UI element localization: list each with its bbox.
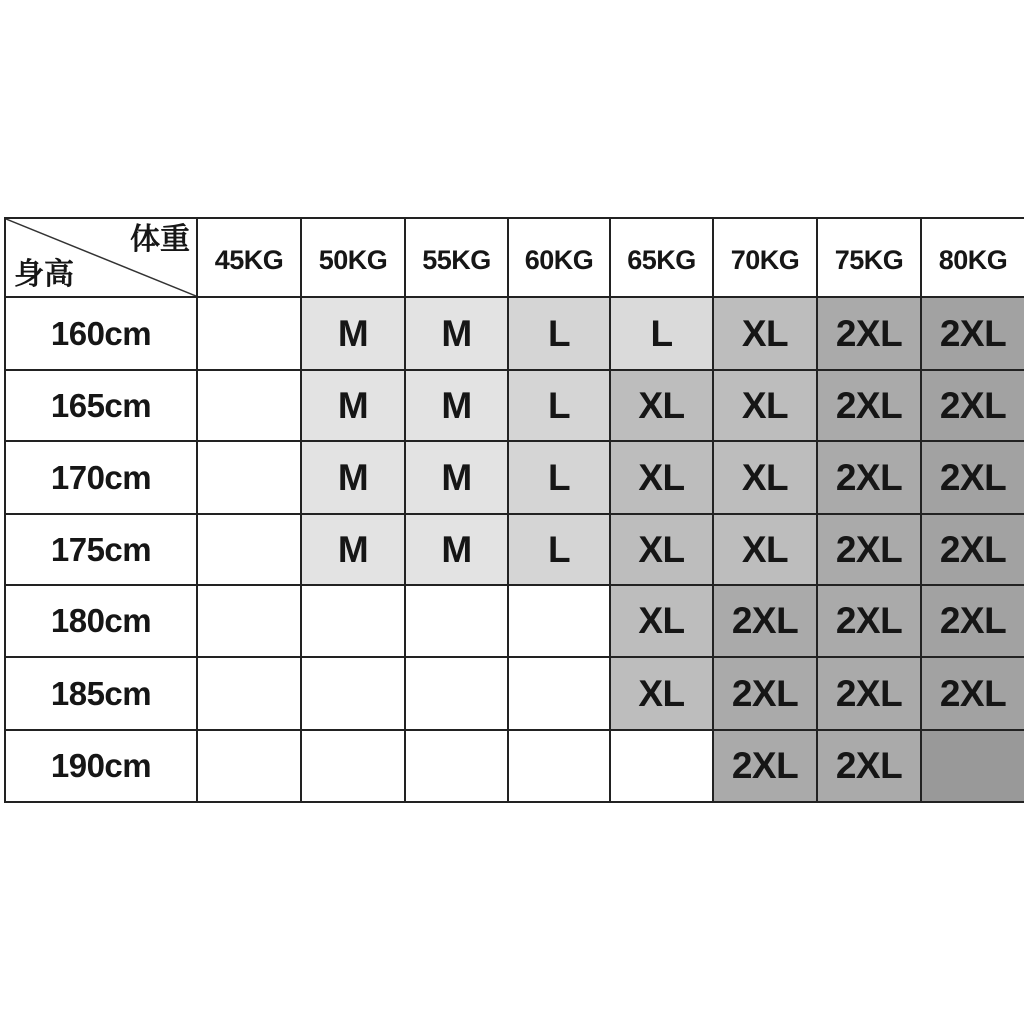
size-cell — [509, 298, 611, 371]
size-cell — [818, 586, 922, 658]
size-chart-table — [4, 217, 1024, 803]
size-cell — [922, 586, 1024, 658]
size-cell — [611, 298, 714, 371]
size-value: L — [547, 528, 571, 570]
row-label-185cm: 185cm — [6, 658, 198, 731]
size-cell — [302, 371, 406, 442]
size-cell — [922, 298, 1024, 371]
size-value: 2XL — [835, 672, 903, 714]
size-cell — [198, 658, 302, 731]
size-value: 2XL — [939, 456, 1007, 498]
size-value: M — [441, 384, 472, 426]
size-value: 2XL — [939, 672, 1007, 714]
size-cell — [406, 586, 509, 658]
size-cell — [406, 731, 509, 803]
size-value: 2XL — [835, 384, 903, 426]
size-cell — [509, 442, 611, 515]
height-axis-label: 身高 — [14, 258, 74, 291]
size-value: 2XL — [939, 384, 1007, 426]
size-value: 2XL — [835, 745, 903, 786]
size-cell — [509, 515, 611, 586]
size-cell — [922, 515, 1024, 586]
size-value: XL — [741, 528, 789, 570]
size-cell — [922, 731, 1024, 803]
size-cell — [406, 442, 509, 515]
size-cell — [922, 371, 1024, 442]
size-value: M — [337, 528, 369, 570]
size-cell — [302, 731, 406, 803]
size-cell — [818, 515, 922, 586]
size-value: 2XL — [939, 600, 1007, 641]
size-cell — [611, 658, 714, 731]
size-value: M — [441, 528, 472, 570]
size-cell — [611, 586, 714, 658]
size-cell — [611, 731, 714, 803]
column-header-70kg: 70KG — [714, 219, 818, 298]
size-cell — [198, 586, 302, 658]
size-value: 2XL — [731, 672, 799, 714]
size-value: XL — [638, 456, 685, 498]
column-header-45kg: 45KG — [198, 219, 302, 298]
size-cell — [818, 298, 922, 371]
size-cell — [611, 515, 714, 586]
size-cell — [818, 658, 922, 731]
size-cell — [198, 731, 302, 803]
size-cell — [302, 586, 406, 658]
size-cell — [818, 442, 922, 515]
column-header-80kg: 80KG — [922, 219, 1024, 298]
size-cell — [198, 515, 302, 586]
size-cell — [406, 298, 509, 371]
size-cell — [302, 658, 406, 731]
size-cell — [198, 442, 302, 515]
size-value: 2XL — [939, 528, 1007, 570]
size-value: XL — [741, 456, 789, 498]
size-value: L — [547, 384, 571, 426]
size-value: XL — [741, 384, 789, 426]
size-value: XL — [638, 384, 685, 426]
size-value: M — [441, 456, 472, 498]
size-cell — [302, 515, 406, 586]
size-value: 2XL — [731, 600, 799, 641]
size-cell — [198, 298, 302, 371]
size-value: XL — [638, 600, 685, 641]
row-label-175cm: 175cm — [6, 515, 198, 586]
size-cell — [714, 371, 818, 442]
row-label-170cm: 170cm — [6, 442, 198, 515]
size-value: M — [337, 312, 369, 354]
size-cell — [714, 298, 818, 371]
column-header-65kg: 65KG — [611, 219, 714, 298]
column-header-60kg: 60KG — [509, 219, 611, 298]
size-value: L — [547, 312, 571, 354]
row-label-160cm: 160cm — [6, 298, 198, 371]
size-value: M — [441, 312, 472, 354]
column-header-50kg: 50KG — [302, 219, 406, 298]
table-corner-header — [6, 219, 198, 298]
size-value: L — [650, 312, 673, 354]
size-cell — [714, 658, 818, 731]
size-cell — [509, 658, 611, 731]
size-cell — [406, 515, 509, 586]
column-header-55kg: 55KG — [406, 219, 509, 298]
size-value: XL — [741, 312, 789, 354]
size-cell — [302, 442, 406, 515]
size-value: 2XL — [835, 600, 903, 641]
row-label-190cm: 190cm — [6, 731, 198, 803]
size-cell — [922, 658, 1024, 731]
size-value: 2XL — [939, 312, 1007, 354]
size-cell — [509, 586, 611, 658]
size-value: XL — [638, 528, 685, 570]
size-value: M — [337, 456, 369, 498]
size-cell — [922, 442, 1024, 515]
weight-axis-label: 体重 — [130, 223, 190, 256]
size-cell — [611, 442, 714, 515]
size-cell — [611, 371, 714, 442]
size-value: 2XL — [835, 456, 903, 498]
size-cell — [818, 371, 922, 442]
size-value: M — [337, 384, 369, 426]
row-label-180cm: 180cm — [6, 586, 198, 658]
size-cell — [714, 586, 818, 658]
size-cell — [714, 731, 818, 803]
size-cell — [198, 371, 302, 442]
size-cell — [302, 298, 406, 371]
size-cell — [714, 442, 818, 515]
size-cell — [509, 731, 611, 803]
size-cell — [406, 658, 509, 731]
size-value: 2XL — [835, 312, 903, 354]
size-cell — [818, 731, 922, 803]
size-value: 2XL — [835, 528, 903, 570]
size-cell — [714, 515, 818, 586]
size-value: 2XL — [731, 745, 799, 786]
size-cell — [406, 371, 509, 442]
size-value: L — [547, 456, 571, 498]
row-label-165cm: 165cm — [6, 371, 198, 442]
size-value: XL — [638, 672, 685, 714]
column-header-75kg: 75KG — [818, 219, 922, 298]
size-cell — [509, 371, 611, 442]
